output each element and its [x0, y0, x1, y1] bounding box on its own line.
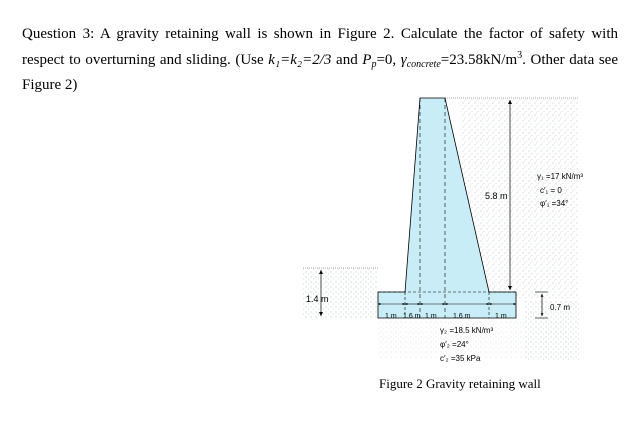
foundation-unit-weight: γ₂ =18.5 kN/m³	[440, 326, 494, 335]
left-ground-soil	[303, 268, 378, 318]
base-segment-5-label: 1 m	[495, 313, 507, 320]
gamma-value: =23.58kN/m	[440, 52, 518, 68]
base-segment-1-label: 1 m	[385, 313, 397, 320]
question-outro: . Other data see Figure 2)	[22, 52, 618, 93]
gamma-subscript: concrete	[406, 59, 441, 70]
pp-label: P	[362, 52, 372, 68]
right-depth-label: 0.7 m	[550, 303, 571, 312]
gamma-symbol: γ	[400, 52, 407, 68]
pp-subscript: p	[371, 59, 377, 70]
left-depth-label: 1.4 m	[306, 294, 329, 304]
figure-caption: Figure 2 Gravity retaining wall	[379, 376, 541, 391]
k-expression: k₁=k₂=2/3	[268, 52, 332, 68]
height-label: 5.8 m	[485, 191, 508, 201]
gamma-exponent: 3	[517, 50, 523, 61]
backfill-cohesion: c′₁ = 0	[540, 186, 562, 195]
backfill-unit-weight: γ₁ =17 kN/m³	[537, 172, 584, 181]
pp-value: =0,	[376, 52, 401, 68]
backfill-friction-angle: φ′₁ =34°	[540, 199, 569, 208]
question-intro: Question 3: A gravity retaining wall is shown in Figure 2. Calculate the factor of safety with respect to overturning and sliding. (Use	[22, 26, 618, 68]
foundation-friction-angle: φ′₂ =24°	[440, 340, 469, 349]
base-segment-3-label: 1 m	[425, 313, 437, 320]
foundation-cohesion: c′₂ =35 kPa	[440, 354, 481, 363]
base-segment-2-label: 1.6 m	[403, 313, 421, 320]
and-text: and	[331, 52, 363, 68]
base-segment-4-label: 1.6 m	[453, 313, 471, 320]
